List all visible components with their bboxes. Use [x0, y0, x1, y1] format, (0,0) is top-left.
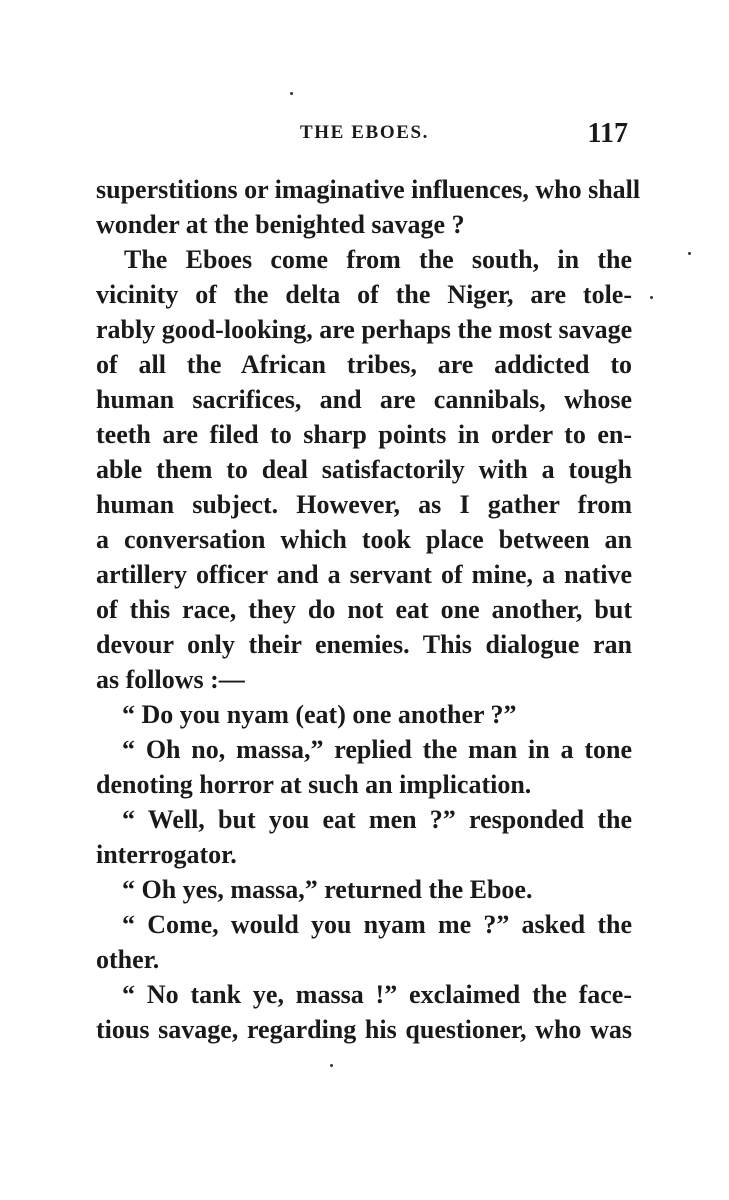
text-line: denoting horror at such an implication.: [96, 770, 532, 799]
text-line: able them to deal satisfactorily with a tough: [96, 455, 632, 484]
page-number: 117: [587, 118, 628, 149]
text-line: of all the African tribes, are addicted to: [96, 350, 632, 379]
text-line: of this race, they do not eat one another, but: [96, 595, 632, 624]
text-line: as follows :—: [96, 665, 245, 694]
text-line: wonder at the benighted savage ?: [96, 210, 465, 239]
text-line: The Eboes come from the south, in the: [124, 245, 632, 274]
paper-speck: [290, 92, 293, 95]
text-line: superstitions or imaginative influences, who shall: [96, 175, 641, 204]
text-line: “ Oh no, massa,” replied the man in a tone: [122, 735, 632, 764]
text-line: devour only their enemies. This dialogue ran: [96, 630, 632, 659]
text-line: interrogator.: [96, 840, 237, 869]
text-line: “ Oh yes, massa,” returned the Eboe.: [122, 875, 533, 904]
text-line: rably good-looking, are perhaps the most savage: [96, 315, 633, 344]
running-head-title: THE EBOES.: [300, 122, 429, 143]
paper-speck: [650, 296, 653, 299]
body-text: [96, 172, 641, 1047]
text-line: artillery officer and a servant of mine, a native: [96, 560, 632, 589]
text-line: “ Well, but you eat men ?” responded the: [122, 805, 632, 834]
text-line: human subject. However, as I gather from: [96, 490, 632, 519]
text-line: “ No tank ye, massa !” exclaimed the face-: [122, 980, 632, 1009]
text-line: other.: [96, 945, 160, 974]
text-line: a conversation which took place between an: [96, 525, 632, 554]
text-line: “ Do you nyam (eat) one another ?”: [122, 700, 517, 729]
paper-speck: [688, 252, 691, 255]
text-line: human sacrifices, and are cannibals, whose: [96, 385, 632, 414]
text-line: “ Come, would you nyam me ?” asked the: [122, 910, 632, 939]
text-line: teeth are filed to sharp points in order to en-: [96, 420, 632, 449]
running-head: [96, 118, 632, 148]
text-line: tious savage, regarding his questioner, who was: [96, 1015, 632, 1044]
text-line: vicinity of the delta of the Niger, are tole-: [96, 280, 632, 309]
paper-speck: [330, 1064, 333, 1067]
